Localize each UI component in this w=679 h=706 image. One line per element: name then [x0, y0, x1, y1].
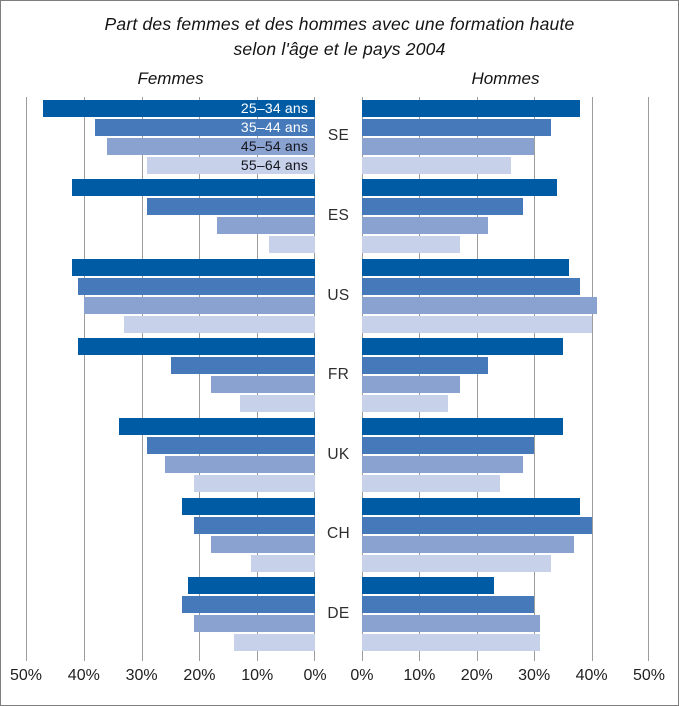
bar-femmes-US-1: [78, 278, 315, 295]
axis-tick-label-femmes-1: 40%: [67, 666, 100, 684]
hommes-row-UK: [362, 415, 649, 495]
bar-femmes-SE-1: [95, 119, 315, 136]
bar-hommes-DE-0: [362, 577, 494, 594]
axis-tick-label-hommes-4: 40%: [575, 666, 608, 684]
axis-tick-femmes-4: [257, 654, 258, 661]
femmes-row-ES: [26, 176, 315, 256]
legend-label-age-0: 25–34 ans: [240, 100, 309, 117]
bar-hommes-UK-1: [362, 437, 534, 454]
chart-title-line2: selon l'âge et le pays 2004: [233, 38, 446, 59]
bar-hommes-SE-1: [362, 119, 551, 136]
bar-hommes-FR-1: [362, 357, 488, 374]
bar-hommes-ES-2: [362, 217, 488, 234]
bar-femmes-UK-2: [165, 456, 315, 473]
femmes-row-US: [26, 256, 315, 336]
femmes-row-UK: [26, 415, 315, 495]
axis-tick-femmes-3: [199, 654, 200, 661]
bar-femmes-SE-0: [43, 100, 315, 117]
axis-tick-hommes-5: [648, 654, 649, 661]
femmes-row-CH: [26, 495, 315, 575]
hommes-row-FR: [362, 335, 649, 415]
bar-femmes-ES-2: [217, 217, 315, 234]
axis-tick-femmes-5: [314, 654, 315, 661]
bar-hommes-US-3: [362, 316, 592, 333]
axis-tick-femmes-1: [84, 654, 85, 661]
legend-label-age-3: 55–64 ans: [240, 157, 309, 174]
axis-tick-label-hommes-3: 30%: [518, 666, 551, 684]
hommes-row-CH: [362, 495, 649, 575]
femmes-rows: [26, 97, 315, 654]
axis-tick-label-femmes-0: 50%: [9, 666, 43, 684]
legend-label-age-2: 45–54 ans: [240, 138, 309, 155]
femmes-axis: [9, 654, 327, 698]
axis-tick-label-hommes-0: 0%: [350, 666, 374, 684]
bar-hommes-UK-3: [362, 475, 500, 492]
bar-hommes-CH-2: [362, 536, 574, 553]
bar-hommes-ES-0: [362, 179, 557, 196]
country-label-DE: DE: [327, 604, 350, 622]
bar-hommes-US-0: [362, 259, 569, 276]
axis-tick-label-hommes-2: 20%: [460, 666, 493, 684]
axis-row: [9, 654, 666, 698]
axis-tick-hommes-0: [362, 654, 363, 661]
axis-tick-hommes-4: [592, 654, 593, 661]
hommes-axis: [350, 654, 666, 698]
bar-femmes-FR-1: [171, 357, 316, 374]
axis-tick-label-hommes-1: 10%: [403, 666, 436, 684]
country-label-UK: UK: [327, 445, 350, 463]
hommes-rows: [362, 97, 649, 654]
hommes-row-US: [362, 256, 649, 336]
bar-hommes-FR-3: [362, 395, 448, 412]
chart-area: [26, 97, 649, 654]
bar-hommes-CH-3: [362, 555, 551, 572]
femmes-header: Femmes: [137, 68, 204, 88]
country-labels: [315, 97, 362, 654]
femmes-row-FR: [26, 335, 315, 415]
hommes-row-ES: [362, 176, 649, 256]
bar-femmes-CH-0: [182, 498, 315, 515]
bar-hommes-US-2: [362, 297, 597, 314]
axis-tick-label-hommes-5: 50%: [632, 666, 666, 684]
bar-hommes-CH-0: [362, 498, 580, 515]
bar-femmes-DE-0: [188, 577, 315, 594]
hommes-row-DE: [362, 574, 649, 654]
header-spacer: [315, 69, 362, 89]
country-label-CH: CH: [327, 525, 350, 543]
country-label-US: US: [327, 286, 350, 304]
bar-femmes-FR-2: [211, 376, 315, 393]
bar-femmes-UK-0: [119, 418, 316, 435]
bar-femmes-UK-3: [194, 475, 315, 492]
bar-femmes-CH-1: [194, 517, 315, 534]
bar-hommes-SE-0: [362, 100, 580, 117]
hommes-panel: [362, 97, 649, 654]
bar-hommes-SE-3: [362, 157, 511, 174]
bar-femmes-US-3: [124, 316, 315, 333]
country-label-SE: SE: [327, 127, 350, 145]
axis-tick-femmes-2: [142, 654, 143, 661]
bar-hommes-DE-1: [362, 596, 534, 613]
bar-hommes-FR-2: [362, 376, 460, 393]
hommes-header: Hommes: [471, 68, 540, 88]
bar-femmes-ES-3: [269, 236, 315, 253]
axis-tick-label-femmes-5: 0%: [303, 666, 327, 684]
legend-label-age-1: 35–44 ans: [240, 119, 309, 136]
axis-tick-hommes-1: [419, 654, 420, 661]
femmes-row-DE: [26, 574, 315, 654]
bar-hommes-FR-0: [362, 338, 563, 355]
bar-femmes-UK-1: [147, 437, 315, 454]
axis-tick-label-femmes-4: 10%: [241, 666, 274, 684]
chart-title: [1, 12, 678, 62]
femmes-panel: [26, 97, 315, 654]
bar-femmes-US-0: [72, 259, 315, 276]
axis-tick-femmes-0: [26, 654, 27, 661]
bar-hommes-DE-2: [362, 615, 540, 632]
bar-hommes-ES-1: [362, 198, 523, 215]
bar-femmes-DE-1: [182, 596, 315, 613]
axis-tick-label-femmes-3: 20%: [183, 666, 216, 684]
country-label-ES: ES: [327, 207, 350, 225]
bar-femmes-SE-3: [147, 157, 315, 174]
panel-headers: [26, 69, 649, 89]
bar-femmes-FR-0: [78, 338, 315, 355]
bar-femmes-ES-1: [147, 198, 315, 215]
bar-hommes-SE-2: [362, 138, 534, 155]
bar-hommes-DE-3: [362, 634, 540, 651]
axis-tick-hommes-3: [534, 654, 535, 661]
bar-femmes-CH-2: [211, 536, 315, 553]
country-label-FR: FR: [327, 366, 350, 384]
bar-femmes-US-2: [84, 297, 315, 314]
bar-hommes-UK-0: [362, 418, 563, 435]
bar-femmes-FR-3: [240, 395, 315, 412]
axis-tick-label-femmes-2: 30%: [125, 666, 158, 684]
femmes-row-SE: [26, 97, 315, 177]
bar-femmes-DE-2: [194, 615, 315, 632]
bar-hommes-ES-3: [362, 236, 460, 253]
hommes-row-SE: [362, 97, 649, 177]
bar-hommes-UK-2: [362, 456, 523, 473]
bar-femmes-SE-2: [107, 138, 315, 155]
axis-tick-hommes-2: [477, 654, 478, 661]
bar-femmes-ES-0: [72, 179, 315, 196]
bar-femmes-DE-3: [234, 634, 315, 651]
bar-hommes-CH-1: [362, 517, 592, 534]
bar-femmes-CH-3: [251, 555, 315, 572]
chart-title-line1: Part des femmes et des hommes avec une formation haute: [104, 14, 575, 34]
bar-hommes-US-1: [362, 278, 580, 295]
